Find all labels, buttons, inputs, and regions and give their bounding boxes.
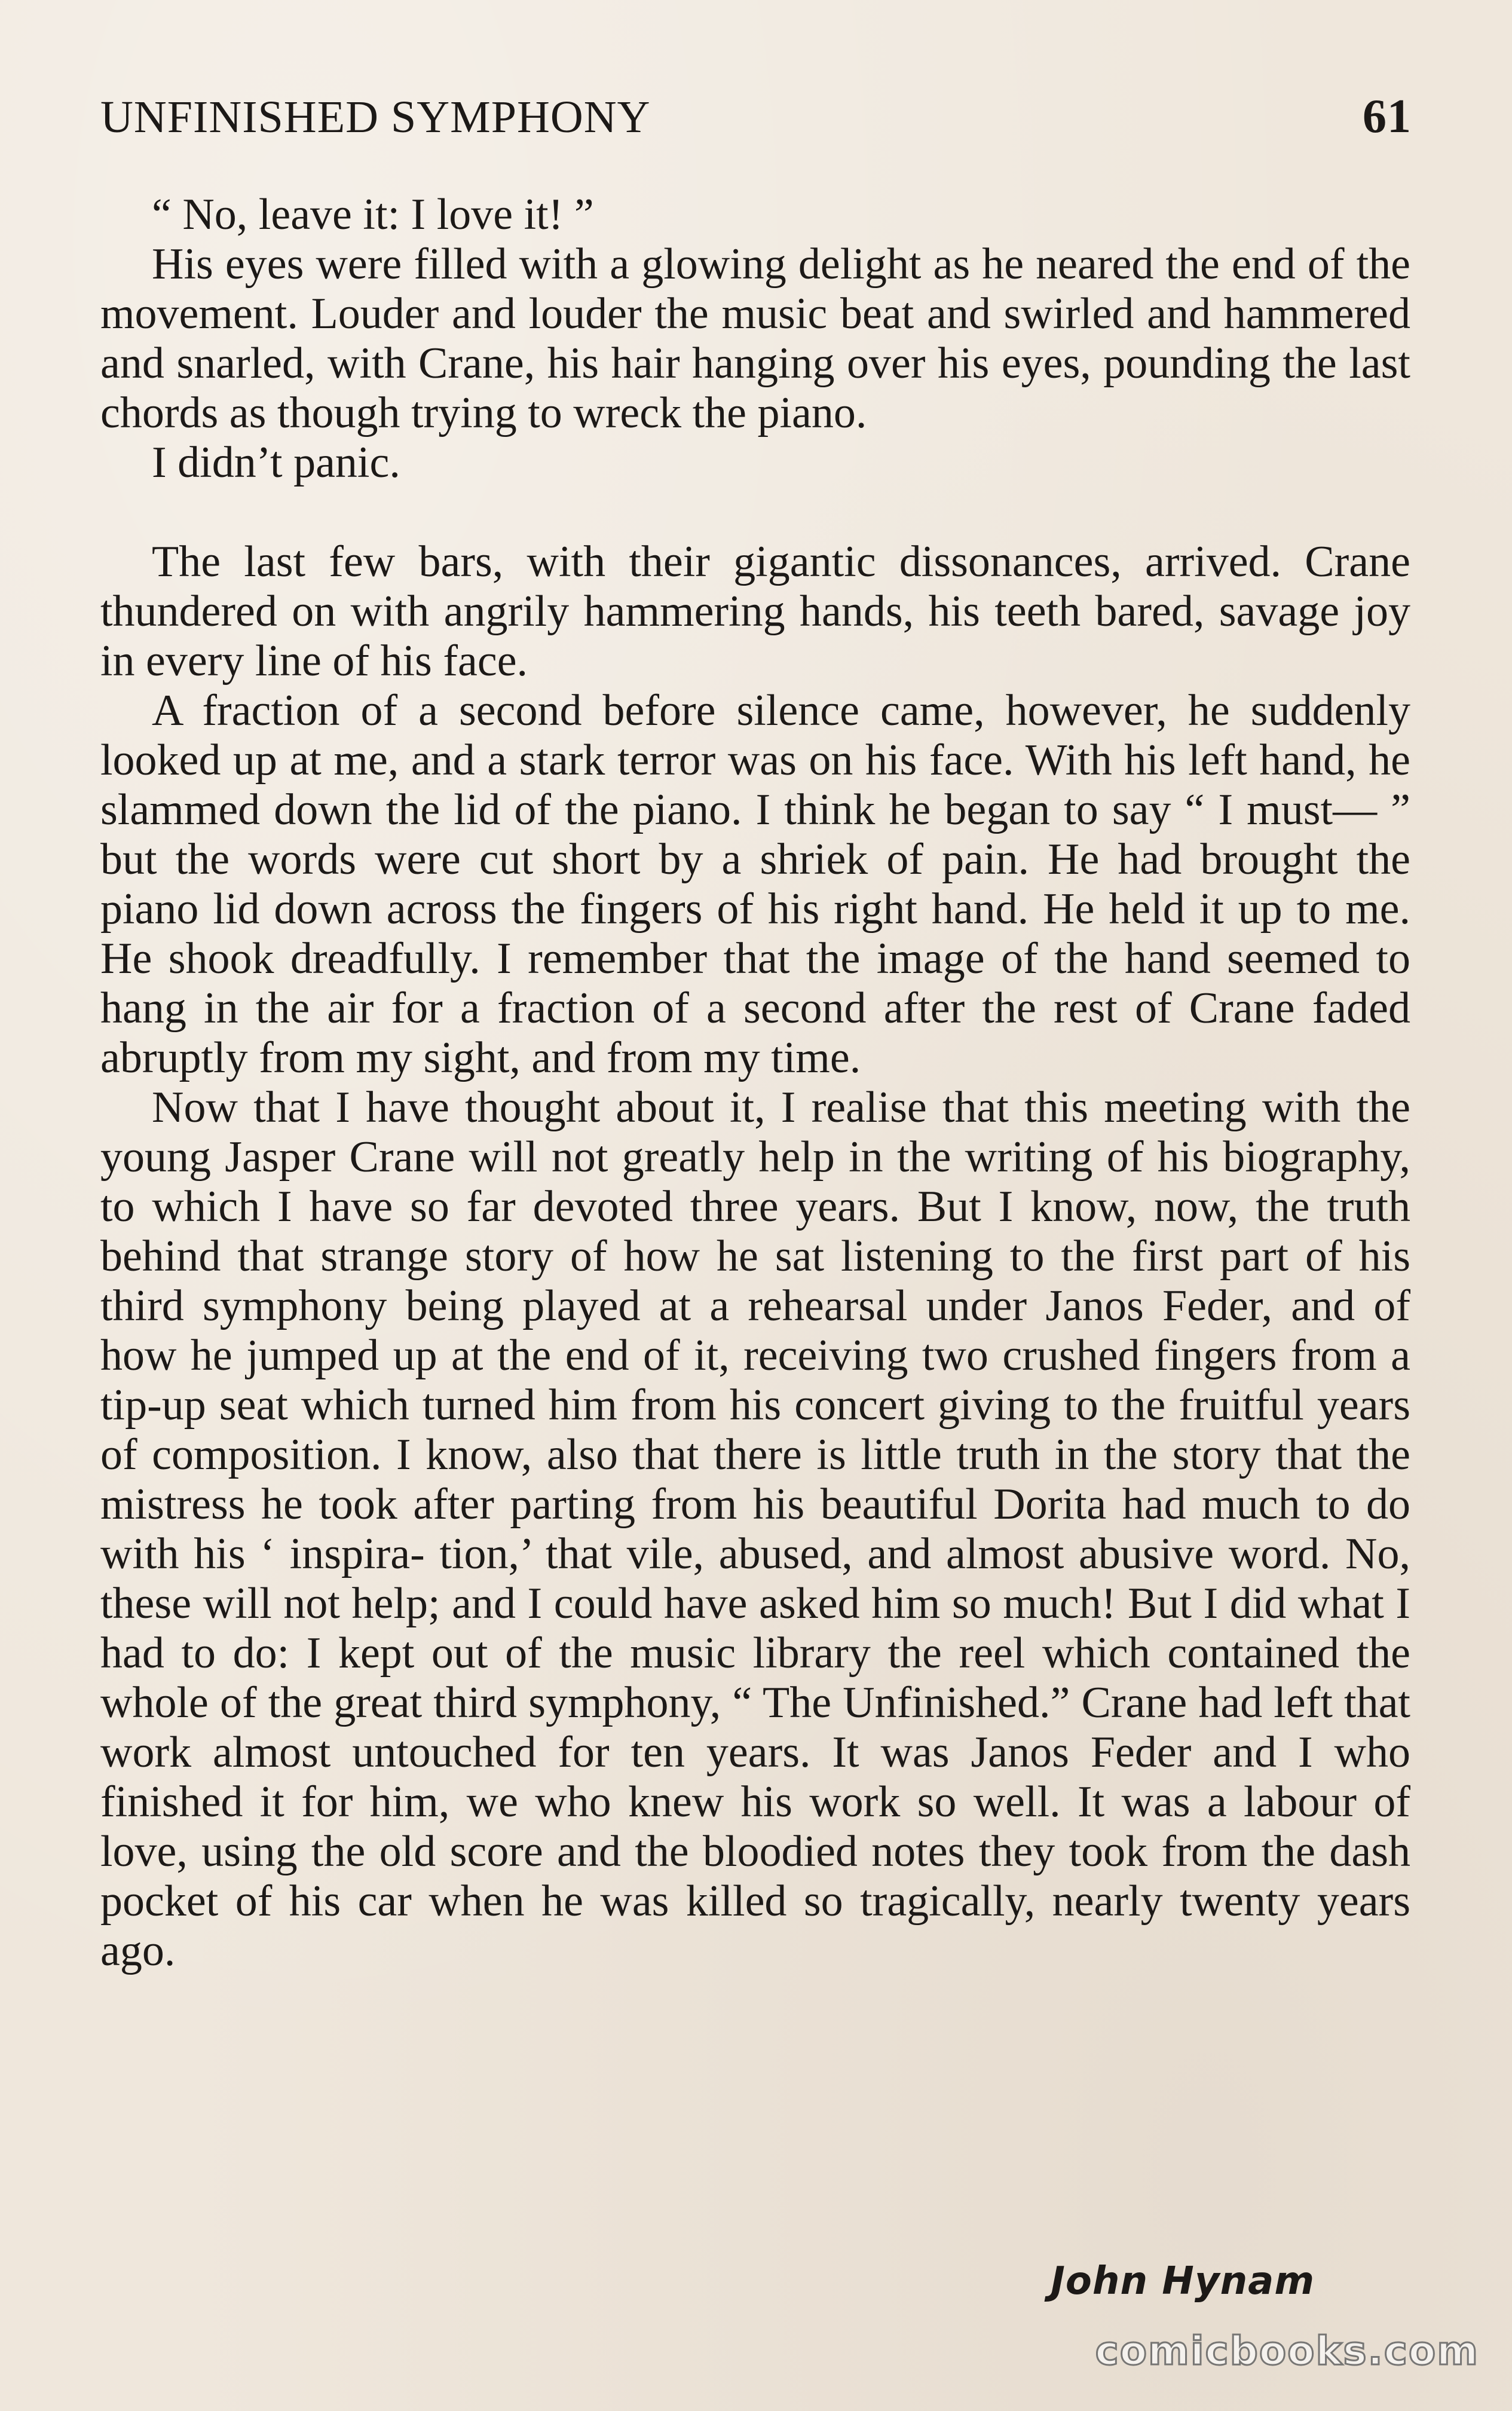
running-head xyxy=(100,90,1412,155)
running-title: UNFINISHED SYMPHONY xyxy=(100,92,651,142)
story-text xyxy=(100,190,1410,1976)
paragraph-last-bars: The last few bars, with their gigantic dissonances, arrived. Crane thundered on with angrily hammering hands, his teeth bared, savage joy in every line of his face. xyxy=(100,537,1410,686)
author-signature: John Hynam xyxy=(1051,2259,1315,2303)
watermark: comicbooks.com xyxy=(1095,2328,1479,2374)
paragraph-glowing-delight: His eyes were filled with a glowing delight as he neared the end of the movement. Louder and louder the music beat and swirled and hammered and snarled, with Crane, his hair hanging over his eyes, pounding the last chords as though trying to wreck the piano. xyxy=(100,240,1410,437)
paragraph-dialogue: “ No, leave it: I love it! ” xyxy=(152,190,594,239)
paragraph-fraction-of-second: A fraction of a second before silence came, however, he suddenly looked up at me, and a stark terror was on his face. With his left hand, he slammed down the lid of the piano. I think he began to say “ I must— ” but the words were cut short by a shriek of pain. He had brought the piano lid down across the fingers of his right hand. He held it up to me. He shook dreadfully. I remember that the image of the hand seemed to hang in the air for a fraction of a second after the rest of Crane faded abruptly from my sight, and from my time. xyxy=(100,686,1410,1082)
paragraph-didnt-panic: I didn’t panic. xyxy=(152,438,400,487)
paragraph-biography: Now that I have thought about it, I realise that this meeting with the young Jasper Crane will not greatly help in the writing of his biography, to which I have so far devoted three years. But I know, now, the truth behind that strange story of how he sat listening to the first part of his third symphony being played at a rehearsal under Janos Feder, and of how he jumped up at the end of it, receiving two crushed fingers from a tip-up seat which turned him from his concert giving to the fruitful years of composition. I know, also that there is little truth in the story that the mistress he took after parting from his beautiful Dorita had much to do with his ‘ inspira- tion,’ that vile, abused, and almost abusive word. No, these will not help; and I could have asked him so much! But I did what I had to do: I kept out of the music library the reel which contained the whole of the great third symphony, “ The Unfinished.” Crane had left that work almost untouched for ten years. It was Janos Feder and I who finished it for him, we who knew his work so well. It was a labour of love, using the old score and the bloodied notes they took from the dash pocket of his car when he was killed so tragically, nearly twenty years ago. xyxy=(100,1083,1410,1975)
page-number: 61 xyxy=(1363,90,1412,143)
